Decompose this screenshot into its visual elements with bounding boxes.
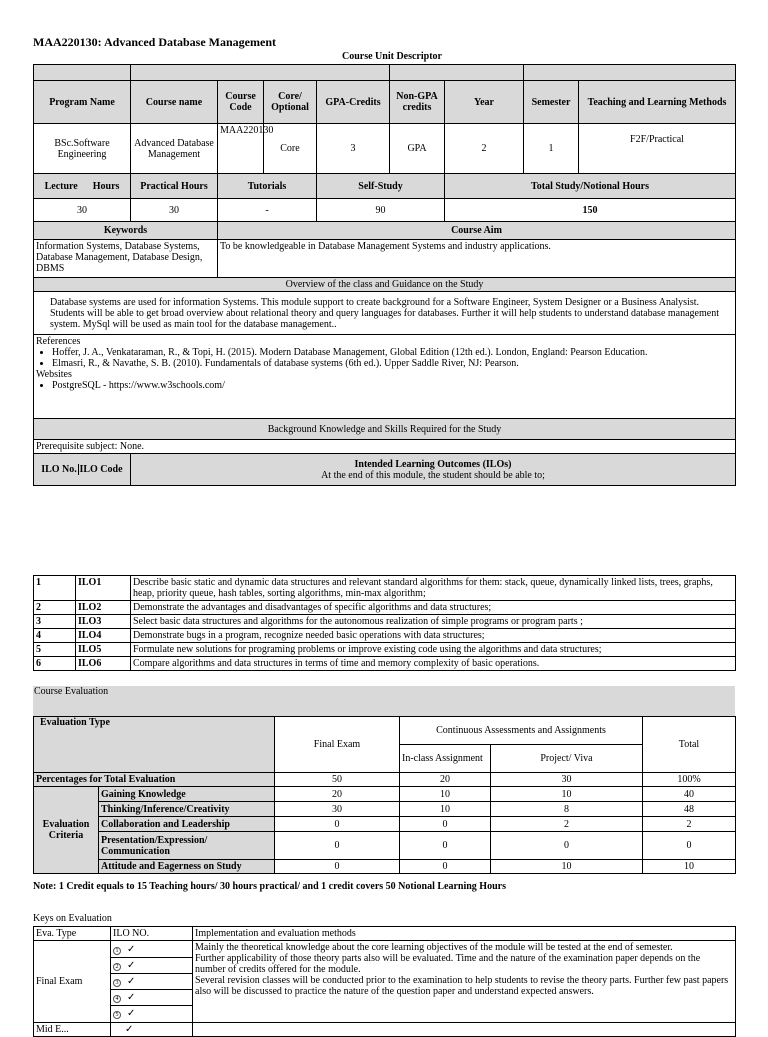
reference-item: • Elmasri, R., & Navathe, S. B. (2010). Fundamentals of database systems (6th ed.). Upper Saddle River, NJ: Pearson. <box>52 358 733 369</box>
ilo-check-row <box>111 1006 192 1022</box>
practical-hours-value: 30 <box>131 199 218 222</box>
criteria-value: 0 <box>400 832 491 860</box>
tutorials-value: - <box>218 199 317 222</box>
criteria-value: 10 <box>643 860 736 874</box>
criteria-value: 0 <box>400 817 491 832</box>
check-icon: ✓ <box>127 975 136 987</box>
percentage-cell: 50 <box>275 773 400 787</box>
header-teaching-methods: Teaching and Learning Methods <box>579 81 736 124</box>
practical-hours-label: Practical Hours <box>131 174 218 199</box>
in-class-header: In-class Assignment <box>400 745 491 773</box>
criteria-value: 10 <box>491 860 643 874</box>
criteria-row <box>34 787 736 802</box>
final-exam-header: Final Exam <box>275 717 400 773</box>
teaching-methods-value: F2F/Practical <box>579 124 736 174</box>
tutorials-label: Tutorials <box>218 174 317 199</box>
ilo-row <box>34 657 736 671</box>
ilo-code: ILO5 <box>76 643 131 657</box>
ilo-code: ILO6 <box>76 657 131 671</box>
final-exam-label: Final Exam <box>34 941 111 1023</box>
ilo-no-label: ILO No. ILO Code <box>34 454 131 486</box>
criteria-value: 2 <box>491 817 643 832</box>
gpa-credits-value: 3 <box>317 124 390 174</box>
ilo-code: ILO1 <box>76 576 131 601</box>
header-course-code: Course Code <box>218 81 264 124</box>
total-header: Total <box>643 717 736 773</box>
ilo-mark: 4 <box>113 995 121 1003</box>
method-item: Mainly the theoretical knowledge about the core learning objectives of the module will be tested at the end of semester. <box>195 942 673 953</box>
info-value-row <box>34 124 736 174</box>
percentage-cell: 100% <box>643 773 736 787</box>
course-title: MAA220130: Advanced Database Management <box>33 35 276 49</box>
evaluation-type-label: Evaluation Type <box>34 717 275 773</box>
ilo-number: 5 <box>34 643 76 657</box>
total-hours-label: Total Study/Notional Hours <box>445 174 736 199</box>
keys-table <box>33 926 736 1037</box>
methods-text <box>193 941 736 1023</box>
keys-label: Keys on Evaluation <box>33 913 112 924</box>
ilo-code-label: ILO Code <box>79 464 123 475</box>
header-gpa-credits: GPA-Credits <box>317 81 390 124</box>
criteria-value: 2 <box>643 817 736 832</box>
ilo-number: 4 <box>34 629 76 643</box>
ilo-row <box>34 643 736 657</box>
criteria-value: 10 <box>400 802 491 817</box>
ilo-subtitle: At the end of this module, the student should be able to; <box>321 469 545 481</box>
course-info-table <box>33 64 736 486</box>
header-year: Year <box>445 81 524 124</box>
ilo-code: ILO3 <box>76 615 131 629</box>
course-code-value: MAA220130 <box>218 124 264 174</box>
year-value: 2 <box>445 124 524 174</box>
ilo-text: Formulate new solutions for programing problems or improve existing code using the algorithms and data structures; <box>131 643 736 657</box>
ilo-heading <box>131 454 736 486</box>
criteria-value: 0 <box>275 832 400 860</box>
ilo-row <box>34 615 736 629</box>
keywords-value: Information Systems, Database Systems, Database Management, Database Design, DBMS <box>34 240 218 278</box>
criteria-name: Thinking/Inference/Creativity <box>99 802 275 817</box>
criteria-value: 10 <box>400 787 491 802</box>
ilo-row <box>34 601 736 615</box>
ilo-text: Compare algorithms and data structures in terms of time and memory complexity of basic operations. <box>131 657 736 671</box>
program-name-value: BSc.Software Engineering <box>34 124 131 174</box>
ilo-number: 1 <box>34 576 76 601</box>
criteria-value: 10 <box>491 787 643 802</box>
ilo-row <box>34 629 736 643</box>
hours-value-row <box>34 199 736 222</box>
mid-exam-label: Mid E... <box>34 1023 111 1037</box>
header-non-gpa: Non-GPA credits <box>390 81 445 124</box>
header-program-name: Program Name <box>34 81 131 124</box>
criteria-value: 0 <box>491 832 643 860</box>
check-icon: ✓ <box>127 943 136 955</box>
ilo-title: Intended Learning Outcomes (ILOs) <box>354 458 512 470</box>
overview-text: Database systems are used for information Systems. This module support to create background for a Software Engineer, System Designer or a Business Analysist. Students will be able to get broad overview about relational theory and query languages for databases. Further it will help students to understand database management system. MySql will be used as main tool for the database management.. <box>34 292 736 335</box>
criteria-value: 40 <box>643 787 736 802</box>
ilo-number: 6 <box>34 657 76 671</box>
method-item: Several revision classes will be conducted prior to the examination to help students to revise the theory parts. Further few past papers also will be discussed to practice the nature of the question paper and understand expected answers. <box>195 975 729 997</box>
document-subtitle: Course Unit Descriptor <box>342 51 442 62</box>
ilo-mark: 2 <box>113 963 121 971</box>
course-name-value: Advanced Database Management <box>131 124 218 174</box>
ilo-check-row <box>111 990 192 1006</box>
header-course-name: Course name <box>131 81 218 124</box>
course-aim-label: Course Aim <box>218 222 736 240</box>
mid-exam-methods <box>193 1023 736 1037</box>
criteria-value: 48 <box>643 802 736 817</box>
method-item: Further applicability of those theory parts also will be evaluated. Time and the nature of the examination paper depends on the number of credits offered for the module. <box>195 953 701 975</box>
ilo-text: Describe basic static and dynamic data structures and relevant standard algorithms for them: stack, queue, dynamically linked lists, trees, graphs, heap, priority queue, hash tables, sorting algorithms, min-max algorithm; <box>131 576 736 601</box>
criteria-value: 20 <box>275 787 400 802</box>
criteria-row <box>34 802 736 817</box>
percentages-label: Percentages for Total Evaluation <box>34 773 275 787</box>
background-label: Background Knowledge and Skills Required for the Study <box>34 419 736 440</box>
course-evaluation-label: Course Evaluation <box>34 686 109 697</box>
continuous-header: Continuous Assessments and Assignments <box>400 717 643 745</box>
websites-label: Websites <box>36 369 72 380</box>
criteria-value: 0 <box>275 860 400 874</box>
criteria-value: 0 <box>275 817 400 832</box>
core-value: Core <box>264 124 317 174</box>
check-icon: ✓ <box>127 1007 136 1019</box>
ilo-text: Demonstrate the advantages and disadvantages of specific algorithms and data structures; <box>131 601 736 615</box>
ilo-code: ILO4 <box>76 629 131 643</box>
check-icon: ✓ <box>127 959 136 971</box>
non-gpa-value: GPA <box>390 124 445 174</box>
criteria-name: Presentation/Expression/ Communication <box>99 832 275 860</box>
evaluation-table <box>33 716 736 874</box>
percentage-cell: 30 <box>491 773 643 787</box>
self-study-label: Self-Study <box>317 174 445 199</box>
reference-item: • Hoffer, J. A., Venkataraman, R., & Topi, H. (2015). Modern Database Management, Global Edition (12th ed.). London, England: Pearson Education. <box>52 347 733 358</box>
check-icon: ✓ <box>111 1023 193 1037</box>
ilo-check-row <box>111 942 192 958</box>
ilo-check-row <box>111 958 192 974</box>
info-header-row <box>34 81 736 124</box>
hours-header-row <box>34 174 736 199</box>
criteria-row <box>34 832 736 860</box>
percentages-row <box>34 773 736 787</box>
percentage-cell: 20 <box>400 773 491 787</box>
ilo-mark: 5 <box>113 1011 121 1019</box>
ilo-text: Demonstrate bugs in a program, recognize needed basic operations with data structures; <box>131 629 736 643</box>
criteria-row <box>34 860 736 874</box>
criteria-name: Collaboration and Leadership <box>99 817 275 832</box>
ilo-check-row <box>111 974 192 990</box>
ilo-checks <box>111 941 193 1023</box>
references-section <box>34 335 736 419</box>
overview-label: Overview of the class and Guidance on the Study <box>34 278 736 292</box>
criteria-name: Gaining Knowledge <box>99 787 275 802</box>
credit-note: Note: 1 Credit equals to 15 Teaching hours/ 30 hours practical/ and 1 credit covers 50 Notional Learning Hours <box>33 881 506 892</box>
references-label: References <box>36 336 81 347</box>
header-semester: Semester <box>524 81 579 124</box>
ilo-number: 3 <box>34 615 76 629</box>
evaluation-criteria-label: Evaluation Criteria <box>34 787 99 874</box>
project-header: Project/ Viva <box>491 745 643 773</box>
course-evaluation-bar <box>33 686 735 716</box>
eva-type-header: Eva. Type <box>34 927 111 941</box>
course-aim-value: To be knowledgeable in Database Management Systems and industry applications. <box>218 240 736 278</box>
ilo-text: Select basic data structures and algorithms for the autonomous realization of simple programs or program parts ; <box>131 615 736 629</box>
ilo-no-header: ILO NO. <box>111 927 193 941</box>
header-core-optional: Core/ Optional <box>264 81 317 124</box>
semester-value: 1 <box>524 124 579 174</box>
website-item: • PostgreSQL - https://www.w3schools.com/ <box>52 380 733 391</box>
lecture-hours-label: Lecture Hours <box>34 174 131 199</box>
lecture-hours-value: 30 <box>34 199 131 222</box>
ilo-mark: 3 <box>113 979 121 987</box>
total-hours-value: 150 <box>445 199 736 222</box>
keywords-label: Keywords <box>34 222 218 240</box>
criteria-row <box>34 817 736 832</box>
ilo-code: ILO2 <box>76 601 131 615</box>
criteria-value: 0 <box>643 832 736 860</box>
criteria-value: 30 <box>275 802 400 817</box>
ilo-table <box>33 575 736 671</box>
criteria-name: Attitude and Eagerness on Study <box>99 860 275 874</box>
methods-header: Implementation and evaluation methods <box>193 927 736 941</box>
criteria-value: 8 <box>491 802 643 817</box>
prerequisite-text: Prerequisite subject: None. <box>34 440 736 454</box>
criteria-value: 0 <box>400 860 491 874</box>
check-icon: ✓ <box>127 991 136 1003</box>
ilo-mark: 1 <box>113 947 121 955</box>
ilo-row <box>34 576 736 601</box>
ilo-number: 2 <box>34 601 76 615</box>
self-study-value: 90 <box>317 199 445 222</box>
